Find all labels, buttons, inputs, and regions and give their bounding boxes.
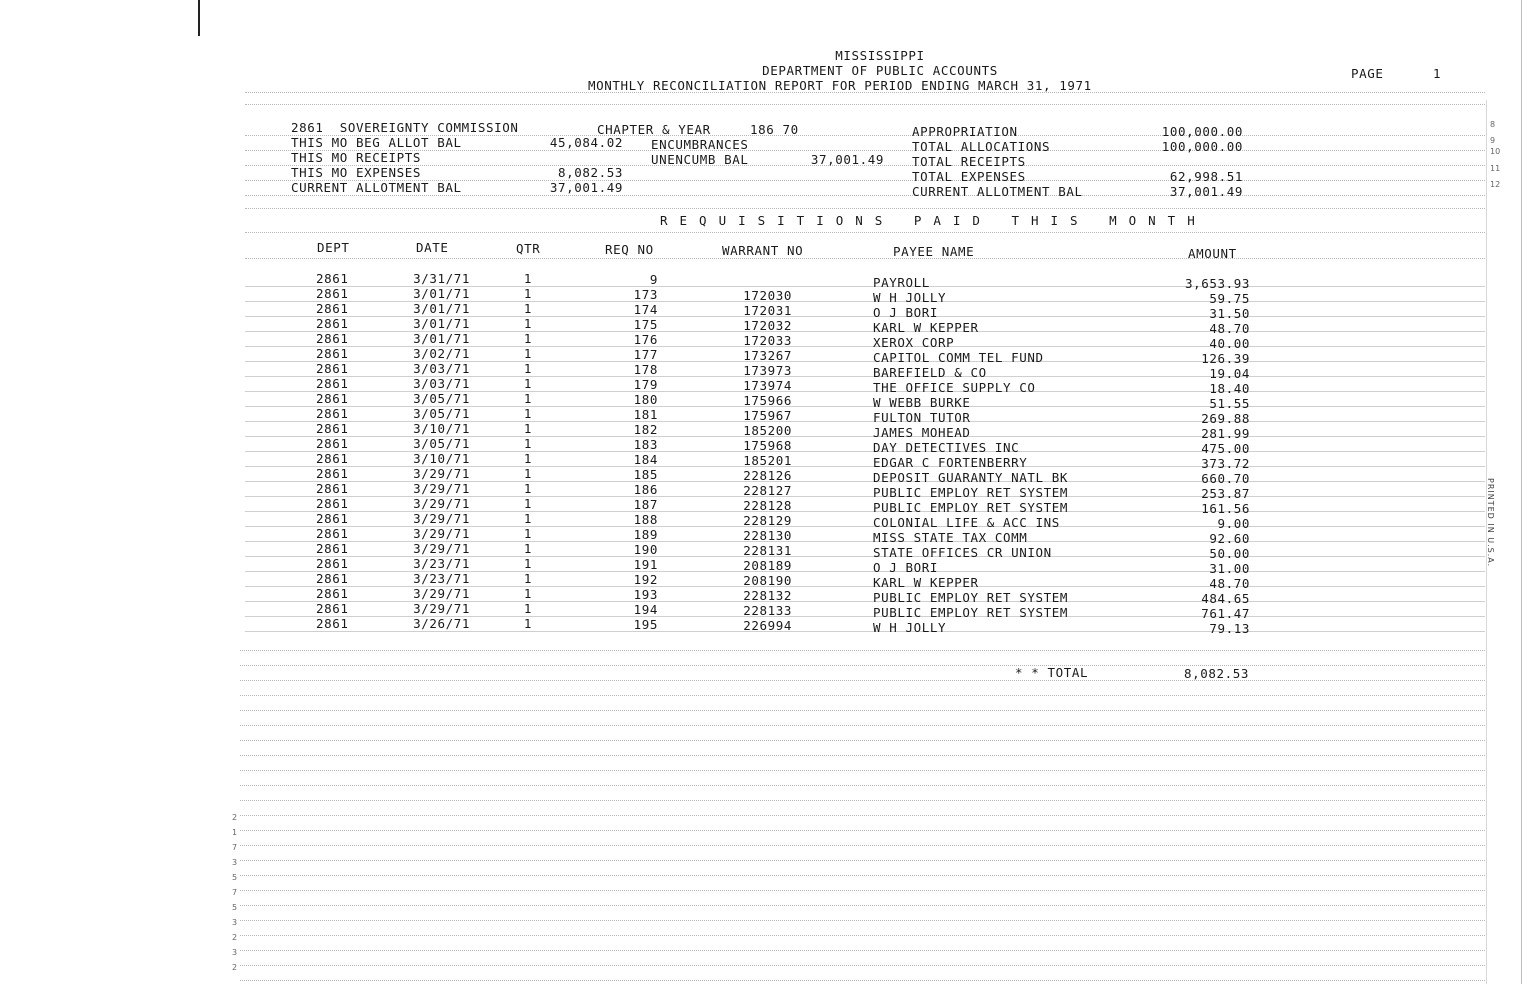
table-row xyxy=(0,331,1530,351)
cell-payee: PUBLIC EMPLOY RET SYSTEM xyxy=(873,484,1069,500)
cell-amount: 19.04 xyxy=(1209,365,1250,381)
cell-payee: STATE OFFICES CR UNION xyxy=(873,544,1052,560)
cell-payee: O J BORI xyxy=(873,304,939,320)
page-number: 1 xyxy=(1433,66,1442,81)
cell-payee: DEPOSIT GUARANTY NATL BK xyxy=(873,469,1069,485)
table-row xyxy=(0,391,1530,411)
form-rule-line xyxy=(245,258,1485,259)
right-line-number: 11 xyxy=(1490,164,1501,173)
cell-warrant-no: 228130 xyxy=(743,528,792,544)
cell-dept: 2861 xyxy=(316,556,349,571)
table-row xyxy=(0,586,1530,606)
form-rule-line xyxy=(240,920,1485,921)
cell-req-no: 187 xyxy=(633,497,658,513)
cell-dept: 2861 xyxy=(316,616,349,631)
cell-qtr: 1 xyxy=(523,586,532,601)
form-rule-line xyxy=(240,740,1485,741)
cell-qtr: 1 xyxy=(523,406,532,421)
cell-payee: FULTON TUTOR xyxy=(873,409,971,425)
cell-date: 3/29/71 xyxy=(413,601,470,616)
table-row xyxy=(0,541,1530,561)
cell-dept: 2861 xyxy=(316,406,349,421)
table-row xyxy=(0,451,1530,471)
cell-payee: CAPITOL COMM TEL FUND xyxy=(873,349,1044,365)
cell-qtr: 1 xyxy=(523,301,532,316)
cell-amount: 31.00 xyxy=(1209,560,1250,576)
col-qtr: QTR xyxy=(516,241,541,256)
cell-payee: KARL W KEPPER xyxy=(873,574,979,590)
form-rule-line xyxy=(240,680,1485,681)
total-label: * * TOTAL xyxy=(1015,665,1089,680)
cell-amount: 269.88 xyxy=(1201,410,1250,426)
cell-req-no: 179 xyxy=(633,377,658,393)
cell-qtr: 1 xyxy=(523,616,532,631)
cell-req-no: 9 xyxy=(649,272,658,288)
cell-qtr: 1 xyxy=(523,376,532,391)
cell-amount: 660.70 xyxy=(1201,470,1250,486)
receipts-label: THIS MO RECEIPTS xyxy=(291,150,422,165)
table-row xyxy=(0,316,1530,336)
cell-warrant-no: 185200 xyxy=(743,423,792,439)
cell-dept: 2861 xyxy=(316,301,349,316)
cell-amount: 50.00 xyxy=(1209,545,1250,561)
report-title: MONTHLY RECONCILIATION REPORT FOR PERIOD ENDING MARCH 31, 1971 xyxy=(588,78,1092,93)
unencumb-value: 37,001.49 xyxy=(810,152,884,167)
cell-dept: 2861 xyxy=(316,451,349,466)
form-rule-line xyxy=(240,905,1485,906)
table-row xyxy=(0,301,1530,321)
table-row xyxy=(0,496,1530,516)
form-rule-line xyxy=(245,104,1485,105)
cell-dept: 2861 xyxy=(316,316,349,331)
cell-warrant-no: 185201 xyxy=(743,453,792,469)
expenses-label: THIS MO EXPENSES xyxy=(291,165,422,180)
cell-qtr: 1 xyxy=(523,436,532,451)
total-receipts-label: TOTAL RECEIPTS xyxy=(912,154,1026,169)
cell-req-no: 177 xyxy=(633,347,658,363)
form-rule-line xyxy=(240,665,1485,666)
cell-warrant-no: 208190 xyxy=(743,573,792,589)
col-payee-name: PAYEE NAME xyxy=(893,244,975,259)
cell-payee: BAREFIELD & CO xyxy=(873,364,987,380)
table-row xyxy=(0,556,1530,576)
cell-warrant-no: 226994 xyxy=(743,618,792,634)
cell-date: 3/31/71 xyxy=(413,271,470,286)
cell-qtr: 1 xyxy=(523,316,532,331)
printed-in-usa-imprint: PRINTED IN U.S.A. xyxy=(1486,478,1495,568)
cell-dept: 2861 xyxy=(316,466,349,481)
table-row xyxy=(0,376,1530,396)
right-line-number: 9 xyxy=(1490,136,1496,145)
cell-warrant-no: 173973 xyxy=(743,363,792,379)
current-allot-value: 37,001.49 xyxy=(549,180,623,195)
total-value: 8,082.53 xyxy=(1183,666,1249,681)
cell-amount: 761.47 xyxy=(1201,605,1250,621)
cell-amount: 48.70 xyxy=(1209,575,1250,591)
table-row xyxy=(0,271,1530,291)
right-current-allot-label: CURRENT ALLOTMENT BAL xyxy=(912,184,1083,199)
form-rule-line xyxy=(240,950,1485,951)
cell-req-no: 188 xyxy=(633,512,658,528)
cell-qtr: 1 xyxy=(523,346,532,361)
form-rule-line xyxy=(240,650,1485,651)
cell-req-no: 194 xyxy=(633,602,658,618)
cell-date: 3/29/71 xyxy=(413,466,470,481)
cell-req-no: 192 xyxy=(633,572,658,588)
cell-dept: 2861 xyxy=(316,586,349,601)
encumbrances-label: ENCUMBRANCES xyxy=(651,137,749,152)
table-row xyxy=(0,481,1530,501)
cell-qtr: 1 xyxy=(523,511,532,526)
cell-qtr: 1 xyxy=(523,466,532,481)
cell-date: 3/29/71 xyxy=(413,526,470,541)
cell-amount: 373.72 xyxy=(1201,455,1250,471)
cell-amount: 79.13 xyxy=(1209,620,1250,636)
cell-date: 3/29/71 xyxy=(413,481,470,496)
cell-dept: 2861 xyxy=(316,421,349,436)
cell-qtr: 1 xyxy=(523,481,532,496)
cell-qtr: 1 xyxy=(523,391,532,406)
form-rule-line xyxy=(240,755,1485,756)
cell-req-no: 186 xyxy=(633,482,658,498)
cell-date: 3/03/71 xyxy=(413,361,470,376)
expenses-value: 8,082.53 xyxy=(557,165,623,180)
cell-payee: JAMES MOHEAD xyxy=(873,424,971,440)
cell-qtr: 1 xyxy=(523,361,532,376)
agency-name: 2861 SOVEREIGNTY COMMISSION xyxy=(291,120,519,135)
cell-req-no: 190 xyxy=(633,542,658,558)
form-rule-line xyxy=(240,890,1485,891)
left-line-number: 2 xyxy=(232,933,238,942)
cell-payee: PUBLIC EMPLOY RET SYSTEM xyxy=(873,589,1069,605)
cell-date: 3/26/71 xyxy=(413,616,470,631)
cell-dept: 2861 xyxy=(316,481,349,496)
cell-amount: 281.99 xyxy=(1201,425,1250,441)
form-rule-line xyxy=(245,208,1485,209)
chapter-label: CHAPTER & YEAR xyxy=(597,122,711,137)
beg-allot-value: 45,084.02 xyxy=(549,135,623,150)
form-rule-line xyxy=(240,770,1485,771)
cell-dept: 2861 xyxy=(316,496,349,511)
right-line-number: 10 xyxy=(1490,147,1501,156)
left-line-number: 5 xyxy=(232,903,238,912)
form-rule-line xyxy=(240,725,1485,726)
col-warrant-no: WARRANT NO xyxy=(722,243,804,258)
form-rule-line xyxy=(245,195,1485,196)
cell-amount: 59.75 xyxy=(1209,290,1250,306)
cell-dept: 2861 xyxy=(316,571,349,586)
cell-date: 3/01/71 xyxy=(413,331,470,346)
appropriation-value: 100,000.00 xyxy=(1161,124,1243,139)
cell-warrant-no: 228126 xyxy=(743,468,792,484)
table-row xyxy=(0,286,1530,306)
cell-date: 3/23/71 xyxy=(413,571,470,586)
cell-warrant-no: 173974 xyxy=(743,378,792,394)
cell-amount: 40.00 xyxy=(1209,335,1250,351)
cell-dept: 2861 xyxy=(316,376,349,391)
table-row xyxy=(0,571,1530,591)
cell-payee: XEROX CORP xyxy=(873,334,955,350)
cell-amount: 92.60 xyxy=(1209,530,1250,546)
table-row xyxy=(0,406,1530,426)
cell-amount: 51.55 xyxy=(1209,395,1250,411)
cell-payee: EDGAR C FORTENBERRY xyxy=(873,454,1028,470)
cell-req-no: 173 xyxy=(633,287,658,303)
cell-dept: 2861 xyxy=(316,601,349,616)
col-req-no: REQ NO xyxy=(605,242,654,257)
table-row xyxy=(0,511,1530,531)
cell-amount: 126.39 xyxy=(1201,350,1250,366)
left-line-number: 2 xyxy=(232,963,238,972)
form-rule-line xyxy=(240,860,1485,861)
cell-warrant-no: 172030 xyxy=(743,288,792,304)
cell-payee: DAY DETECTIVES INC xyxy=(873,439,1020,455)
report-state: MISSISSIPPI xyxy=(835,48,925,63)
cell-req-no: 178 xyxy=(633,362,658,378)
cell-warrant-no: 175968 xyxy=(743,438,792,454)
beg-allot-label: THIS MO BEG ALLOT BAL xyxy=(291,135,462,150)
cell-dept: 2861 xyxy=(316,391,349,406)
cell-req-no: 185 xyxy=(633,467,658,483)
cell-warrant-no: 172031 xyxy=(743,303,792,319)
cell-req-no: 175 xyxy=(633,317,658,333)
page-edge-mark xyxy=(198,0,200,36)
form-rule-line xyxy=(240,980,1485,981)
appropriation-label: APPROPRIATION xyxy=(912,124,1018,139)
cell-payee: MISS STATE TAX COMM xyxy=(873,529,1028,545)
cell-date: 3/05/71 xyxy=(413,406,470,421)
form-rule-line xyxy=(240,845,1485,846)
cell-date: 3/05/71 xyxy=(413,436,470,451)
cell-qtr: 1 xyxy=(523,496,532,511)
cell-req-no: 184 xyxy=(633,452,658,468)
cell-amount: 48.70 xyxy=(1209,320,1250,336)
col-date: DATE xyxy=(416,240,449,255)
cell-req-no: 195 xyxy=(633,617,658,633)
table-row xyxy=(0,526,1530,546)
cell-date: 3/29/71 xyxy=(413,586,470,601)
cell-req-no: 180 xyxy=(633,392,658,408)
cell-qtr: 1 xyxy=(523,571,532,586)
cell-date: 3/10/71 xyxy=(413,421,470,436)
form-rule-line xyxy=(240,830,1485,831)
cell-payee: PAYROLL xyxy=(873,274,930,290)
cell-payee: PUBLIC EMPLOY RET SYSTEM xyxy=(873,499,1069,515)
cell-payee: COLONIAL LIFE & ACC INS xyxy=(873,514,1060,530)
cell-qtr: 1 xyxy=(523,451,532,466)
table-row xyxy=(0,361,1530,381)
table-row xyxy=(0,421,1530,441)
cell-qtr: 1 xyxy=(523,556,532,571)
cell-dept: 2861 xyxy=(316,271,349,286)
cell-warrant-no: 228129 xyxy=(743,513,792,529)
cell-warrant-no: 172033 xyxy=(743,333,792,349)
total-allocations-value: 100,000.00 xyxy=(1161,139,1243,154)
unencumb-label: UNENCUMB BAL xyxy=(651,152,749,167)
cell-amount: 9.00 xyxy=(1217,515,1250,531)
cell-warrant-no: 175967 xyxy=(743,408,792,424)
table-row xyxy=(0,601,1530,621)
left-line-number: 1 xyxy=(232,828,238,837)
page-label: PAGE xyxy=(1351,66,1384,81)
form-rule-line xyxy=(245,232,1485,233)
cell-date: 3/29/71 xyxy=(413,496,470,511)
left-line-number: 7 xyxy=(232,888,238,897)
cell-date: 3/01/71 xyxy=(413,316,470,331)
table-row xyxy=(0,436,1530,456)
cell-req-no: 176 xyxy=(633,332,658,348)
cell-amount: 484.65 xyxy=(1201,590,1250,606)
cell-payee: KARL W KEPPER xyxy=(873,319,979,335)
cell-payee: O J BORI xyxy=(873,559,939,575)
cell-date: 3/02/71 xyxy=(413,346,470,361)
current-allot-label: CURRENT ALLOTMENT BAL xyxy=(291,180,462,195)
left-line-number: 3 xyxy=(232,858,238,867)
cell-warrant-no: 228133 xyxy=(743,603,792,619)
report-department: DEPARTMENT OF PUBLIC ACCOUNTS xyxy=(762,63,998,78)
cell-payee: PUBLIC EMPLOY RET SYSTEM xyxy=(873,604,1069,620)
section-title: REQUISITIONS PAID THIS MONTH xyxy=(660,213,1207,228)
form-rule-line xyxy=(240,710,1485,711)
cell-date: 3/01/71 xyxy=(413,286,470,301)
cell-date: 3/05/71 xyxy=(413,391,470,406)
cell-date: 3/29/71 xyxy=(413,541,470,556)
cell-amount: 31.50 xyxy=(1209,305,1250,321)
table-row xyxy=(0,616,1530,636)
total-allocations-label: TOTAL ALLOCATIONS xyxy=(912,139,1051,154)
form-rule-line xyxy=(240,800,1485,801)
cell-qtr: 1 xyxy=(523,601,532,616)
cell-payee: W H JOLLY xyxy=(873,289,947,305)
cell-date: 3/03/71 xyxy=(413,376,470,391)
col-amount: AMOUNT xyxy=(1188,246,1237,261)
cell-req-no: 191 xyxy=(633,557,658,573)
cell-dept: 2861 xyxy=(316,541,349,556)
cell-warrant-no: 228132 xyxy=(743,588,792,604)
cell-qtr: 1 xyxy=(523,331,532,346)
cell-payee: W WEBB BURKE xyxy=(873,394,971,410)
cell-payee: THE OFFICE SUPPLY CO xyxy=(873,379,1036,395)
table-row xyxy=(0,466,1530,486)
left-line-number: 5 xyxy=(232,873,238,882)
cell-warrant-no: 228127 xyxy=(743,483,792,499)
right-line-number: 12 xyxy=(1490,180,1501,189)
cell-req-no: 189 xyxy=(633,527,658,543)
cell-dept: 2861 xyxy=(316,361,349,376)
form-rule-line xyxy=(240,695,1485,696)
cell-req-no: 193 xyxy=(633,587,658,603)
form-rule-line xyxy=(240,785,1485,786)
cell-date: 3/23/71 xyxy=(413,556,470,571)
total-expenses-value: 62,998.51 xyxy=(1169,169,1243,184)
chapter-value: 186 70 xyxy=(750,122,799,137)
cell-dept: 2861 xyxy=(316,511,349,526)
cell-warrant-no: 173267 xyxy=(743,348,792,364)
cell-req-no: 181 xyxy=(633,407,658,423)
cell-qtr: 1 xyxy=(523,286,532,301)
cell-payee: W H JOLLY xyxy=(873,619,947,635)
cell-dept: 2861 xyxy=(316,331,349,346)
form-rule-line xyxy=(240,965,1485,966)
right-current-allot-value: 37,001.49 xyxy=(1169,184,1243,199)
cell-warrant-no: 228128 xyxy=(743,498,792,514)
left-line-number: 2 xyxy=(232,813,238,822)
cell-amount: 475.00 xyxy=(1201,440,1250,456)
cell-date: 3/01/71 xyxy=(413,301,470,316)
cell-amount: 18.40 xyxy=(1209,380,1250,396)
cell-req-no: 174 xyxy=(633,302,658,318)
cell-req-no: 182 xyxy=(633,422,658,438)
cell-qtr: 1 xyxy=(523,271,532,286)
col-dept: DEPT xyxy=(317,240,350,255)
cell-amount: 253.87 xyxy=(1201,485,1250,501)
cell-amount: 3,653.93 xyxy=(1184,275,1250,291)
cell-date: 3/29/71 xyxy=(413,511,470,526)
left-line-number: 7 xyxy=(232,843,238,852)
form-rule-line xyxy=(240,875,1485,876)
cell-warrant-no: 175966 xyxy=(743,393,792,409)
form-rule-line xyxy=(240,935,1485,936)
cell-qtr: 1 xyxy=(523,541,532,556)
cell-dept: 2861 xyxy=(316,436,349,451)
cell-dept: 2861 xyxy=(316,346,349,361)
cell-req-no: 183 xyxy=(633,437,658,453)
table-row xyxy=(0,346,1530,366)
cell-qtr: 1 xyxy=(523,526,532,541)
cell-warrant-no: 172032 xyxy=(743,318,792,334)
cell-warrant-no: 228131 xyxy=(743,543,792,559)
form-rule-line xyxy=(245,150,1485,151)
cell-warrant-no: 208189 xyxy=(743,558,792,574)
left-line-number: 3 xyxy=(232,948,238,957)
total-expenses-label: TOTAL EXPENSES xyxy=(912,169,1026,184)
cell-dept: 2861 xyxy=(316,526,349,541)
cell-amount: 161.56 xyxy=(1201,500,1250,516)
right-line-number: 8 xyxy=(1490,120,1496,129)
cell-dept: 2861 xyxy=(316,286,349,301)
cell-date: 3/10/71 xyxy=(413,451,470,466)
left-line-number: 3 xyxy=(232,918,238,927)
cell-qtr: 1 xyxy=(523,421,532,436)
form-rule-line xyxy=(240,815,1485,816)
